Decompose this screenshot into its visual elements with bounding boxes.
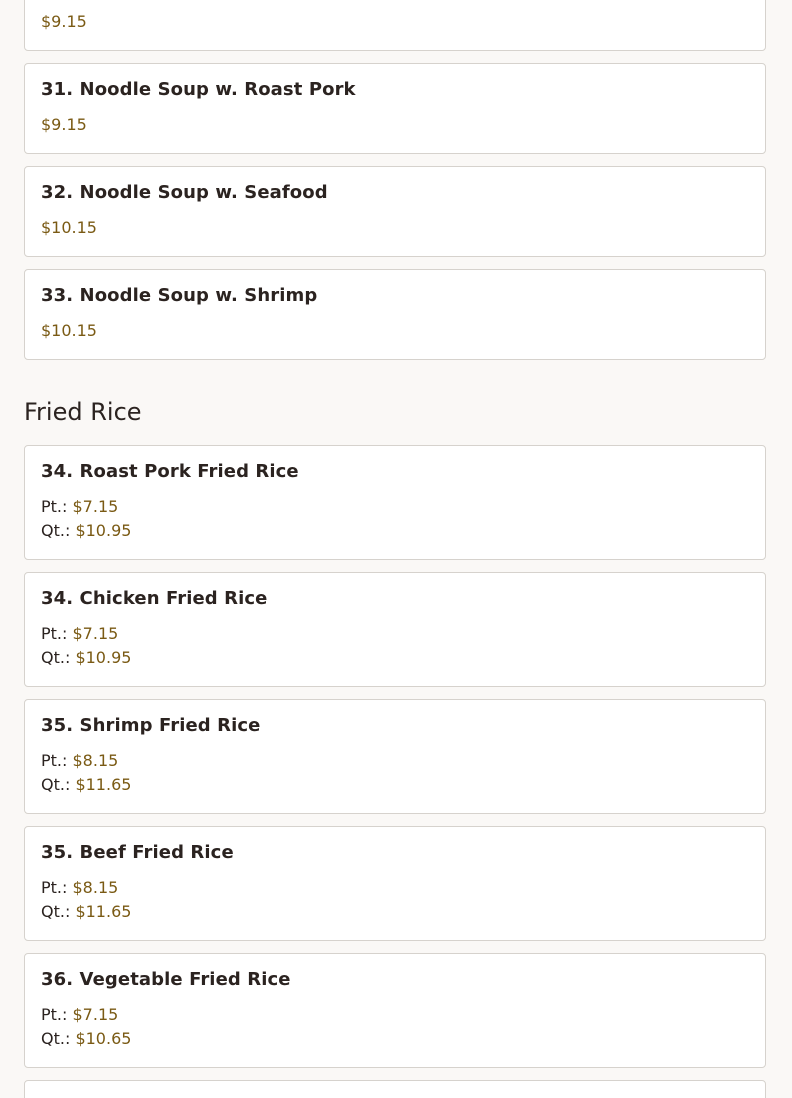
- item-name: 34. Roast Pork Fried Rice: [41, 461, 299, 482]
- item-price: $10.15: [41, 218, 97, 237]
- pint-price: Pt.: $8.15: [41, 751, 119, 770]
- menu-item-card[interactable]: [24, 826, 766, 941]
- item-price: $9.15: [41, 12, 87, 31]
- quart-price: Qt.: $11.65: [41, 902, 132, 921]
- item-name: 31. Noodle Soup w. Roast Pork: [41, 79, 356, 100]
- quart-price: Qt.: $10.65: [41, 1029, 132, 1048]
- quart-price: Qt.: $10.95: [41, 521, 132, 540]
- menu-item-card[interactable]: [24, 953, 766, 1068]
- item-price: $10.15: [41, 321, 97, 340]
- item-name: 35. Beef Fried Rice: [41, 842, 234, 863]
- pint-price: Pt.: $8.15: [41, 878, 119, 897]
- menu-item-card[interactable]: [24, 1080, 766, 1098]
- menu-item-card[interactable]: [24, 166, 766, 257]
- menu-item-card[interactable]: [24, 269, 766, 360]
- pint-price: Pt.: $7.15: [41, 624, 119, 643]
- item-name: 32. Noodle Soup w. Seafood: [41, 182, 328, 203]
- pint-price: Pt.: $7.15: [41, 497, 119, 516]
- pint-price: Pt.: $7.15: [41, 1005, 119, 1024]
- menu-item-card[interactable]: [24, 63, 766, 154]
- item-name: 35. Shrimp Fried Rice: [41, 715, 261, 736]
- menu-item-card[interactable]: [24, 0, 766, 51]
- item-name: 36. Vegetable Fried Rice: [41, 969, 291, 990]
- item-price: $9.15: [41, 115, 87, 134]
- menu-item-card[interactable]: [24, 699, 766, 814]
- item-name: 34. Chicken Fried Rice: [41, 588, 268, 609]
- menu-item-card[interactable]: [24, 572, 766, 687]
- item-name: 33. Noodle Soup w. Shrimp: [41, 285, 318, 306]
- menu-item-card[interactable]: [24, 445, 766, 560]
- quart-price: Qt.: $10.95: [41, 648, 132, 667]
- section-title: Fried Rice: [24, 398, 142, 426]
- quart-price: Qt.: $11.65: [41, 775, 132, 794]
